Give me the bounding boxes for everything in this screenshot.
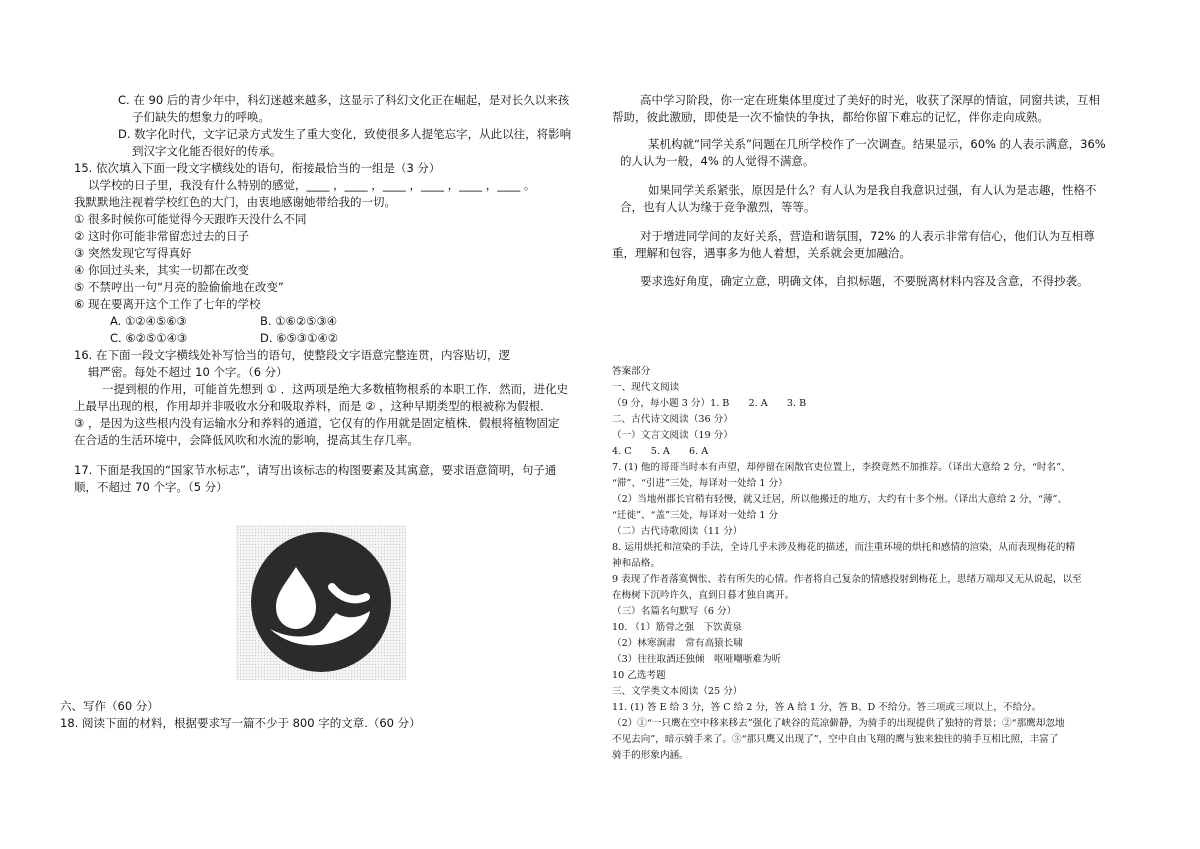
- answer-line: 7. (1) 他的哥哥当时本有声望，却停留在闲散官吏位置上，李揆竟然不加推荐。（译出大意给 2 分，“时名”、: [612, 462, 1071, 473]
- material-para-4-line-2: 重，理解和包容，遇事多为他人着想，关系就会更加融洽。: [612, 246, 911, 260]
- question-17-line-2: 顺，不超过 70 个字。（5 分）: [74, 480, 228, 494]
- question-16-line-1: 16. 在下面一段文字横线处补写恰当的语句，使整段文字语意完整连贯，内容贴切，逻: [74, 348, 510, 362]
- q15-item-2: ② 这时你可能非常留恋过去的日子: [74, 229, 249, 243]
- answer-line: （3）往往取酒还独倾 呕哑嘲哳难为听: [612, 654, 782, 665]
- option-d-line-2: 到汉字文化能否很好的传承。: [132, 144, 282, 158]
- q16-passage-line-3: ③ ，是因为这些根内没有运输水分和养料的通道，它仅有的作用就是固定植株．假根将植物固定: [74, 416, 560, 430]
- answer-line: 神和品格。: [612, 558, 660, 569]
- q15-choice-d: D. ⑥⑤③①④②: [260, 331, 339, 345]
- answer-line: （2）林寒涧肃 常有高猿长啸: [612, 638, 743, 649]
- option-c-line-1: C. 在 90 后的青少年中，科幻迷越来越多，这显示了科幻文化正在崛起，是对长久以来孩: [118, 93, 570, 107]
- answer-line: 在梅树下沉吟许久，直到日暮才独自离开。: [612, 590, 795, 601]
- answer-line: 不见去向”，暗示骑手来了。③“那只鹰又出现了”，空中自由飞翔的鹰与独来独往的骑手互相比照，丰富了: [612, 734, 1059, 745]
- answer-line: （一）文言文阅读（19 分）: [612, 430, 733, 441]
- material-para-3-line-2: 合，也有人认为缘于竞争激烈，等等。: [620, 200, 816, 214]
- answer-line: （9 分，每小题 3 分）1. B 2. A 3. B: [612, 398, 807, 409]
- question-17-line-1: 17. 下面是我国的“国家节水标志”，请写出该标志的构图要素及其寓意，要求语意简明，句子通: [74, 463, 557, 477]
- water-saving-logo: [236, 525, 406, 680]
- answers-heading: 答案部分: [612, 366, 651, 377]
- answer-line: 一、现代文阅读: [612, 382, 680, 393]
- answer-line: 二、古代诗文阅读（36 分）: [612, 414, 733, 425]
- answer-line: （三）名篇名句默写（6 分）: [612, 606, 737, 617]
- section-writing-heading: 六、写作（60 分）: [60, 699, 159, 713]
- writing-requirements: 要求选好角度，确定立意，明确文体，自拟标题，不要脱离材料内容及含意，不得抄袭。: [640, 274, 1089, 288]
- material-para-3-line-1: 如果同学关系紧张，原因是什么？有人认为是我自我意识过强，有人认为是志趣，性格不: [648, 183, 1097, 197]
- material-para-1-line-2: 帮助，彼此激励，即使是一次不愉快的争执，都给你留下难忘的记忆，伴你走向成熟。: [612, 110, 1049, 124]
- q15-item-5: ⑤ 不禁哼出一句“月亮的脸偷偷地在改变”: [74, 280, 284, 294]
- answer-line: “迁徙”、“盖”三处，每译对一处给 1 分: [612, 510, 779, 521]
- answer-line: （2）当地州郡长官稍有轻慢，就又迁居，所以他搬迁的地方，大约有十多个州。（译出大意给 2 分，“薄”、: [612, 494, 1068, 505]
- material-para-1-line-1: 高中学习阶段，你一定在班集体里度过了美好的时光，收获了深厚的情谊，同窗共读，互相: [640, 93, 1100, 107]
- question-15: 15. 依次填入下面一段文字横线处的语句，衔接最恰当的一组是（3 分）: [74, 161, 441, 175]
- q16-passage-line-1: 一提到根的作用，可能首先想到 ① ．这两项是绝大多数植物根系的本职工作．然而，进化史: [102, 382, 569, 396]
- q15-choice-c: C. ⑥②⑤①④③: [110, 331, 188, 345]
- q15-passage-line-1: 以学校的日子里，我没有什么特别的感觉，____ ，____ ，____ ，____ ，____ ，____ 。: [88, 178, 536, 192]
- answer-line: 8. 运用烘托和渲染的手法，全诗几乎未涉及梅花的描述，而注重环境的烘托和感情的渲染，从而表现梅花的精: [612, 542, 1076, 553]
- question-16-line-2: 辑严密。每处不超过 10 个字。（6 分）: [88, 365, 288, 379]
- option-d-line-1: D. 数字化时代，文字记录方式发生了重大变化，致使很多人提笔忘字，从此以往，将影响: [118, 127, 572, 141]
- answer-line: 骑手的形象内涵。: [612, 750, 689, 761]
- q16-passage-line-2: 上最早出现的根，作用却并非吸收水分和吸取养料，而是 ② ，这种早期类型的根被称为假根．: [74, 399, 552, 413]
- question-18: 18. 阅读下面的材料，根据要求写一篇不少于 800 字的文章.（60 分）: [60, 716, 421, 730]
- q15-choice-a: A. ①②④⑤⑥③: [110, 314, 187, 328]
- q16-passage-line-4: 在合适的生活环境中，会降低风吹和水流的影响，提高其生存几率。: [74, 433, 419, 447]
- answer-line: 三、文学类文本阅读（25 分）: [612, 686, 743, 697]
- q15-item-1: ① 很多时候你可能觉得今天跟昨天没什么不同: [74, 212, 307, 226]
- q15-passage-line-2: 我默默地注视着学校红色的大门，由衷地感谢她带给我的一切。: [74, 195, 396, 209]
- material-para-2-line-1: 某机构就“同学关系”问题在几所学校作了一次调查。结果显示，60% 的人表示满意，36%: [648, 137, 1106, 151]
- q15-item-6: ⑥ 现在要离开这个工作了七年的学校: [74, 297, 261, 311]
- answer-line: 10 乙选考题: [612, 670, 666, 681]
- material-para-4-line-1: 对于增进同学间的友好关系，营造和谐氛围，72% 的人表示非常有信心，他们认为互相尊: [640, 229, 1095, 243]
- answer-line: 4. C 5. A 6. A: [612, 446, 709, 457]
- material-para-2-line-2: 的人认为一般，4% 的人觉得不满意。: [620, 154, 815, 168]
- option-c-line-2: 子们缺失的想象力的呼唤。: [132, 110, 270, 124]
- answer-line: “滞”、“引进”三处，每译对一处给 1 分）: [612, 478, 788, 489]
- answer-line: （2）①“一只鹰在空中移来移去”强化了峡谷的荒凉僻静，为骑手的出现提供了独特的背景；②“那鹰却忽地: [612, 718, 1065, 729]
- answer-line: 9 表现了作者落寞惆怅、若有所失的心情。作者将自己复杂的情感投射到梅花上，思绪万端却又无从说起，以至: [612, 574, 1082, 585]
- q15-item-4: ④ 你回过头来，其实一切都在改变: [74, 263, 249, 277]
- answer-line: 11. (1) 答 E 给 3 分，答 C 给 2 分，答 A 给 1 分，答 B、D 不给分。答三项或三项以上，不给分。: [612, 702, 1042, 713]
- answer-line: （二）古代诗歌阅读（11 分）: [612, 526, 743, 537]
- q15-item-3: ③ 突然发现它写得真好: [74, 246, 192, 260]
- q15-choice-b: B. ①⑥②⑤③④: [260, 314, 338, 328]
- answer-line: 10. （1）筋骨之强 下饮黄泉: [612, 622, 742, 633]
